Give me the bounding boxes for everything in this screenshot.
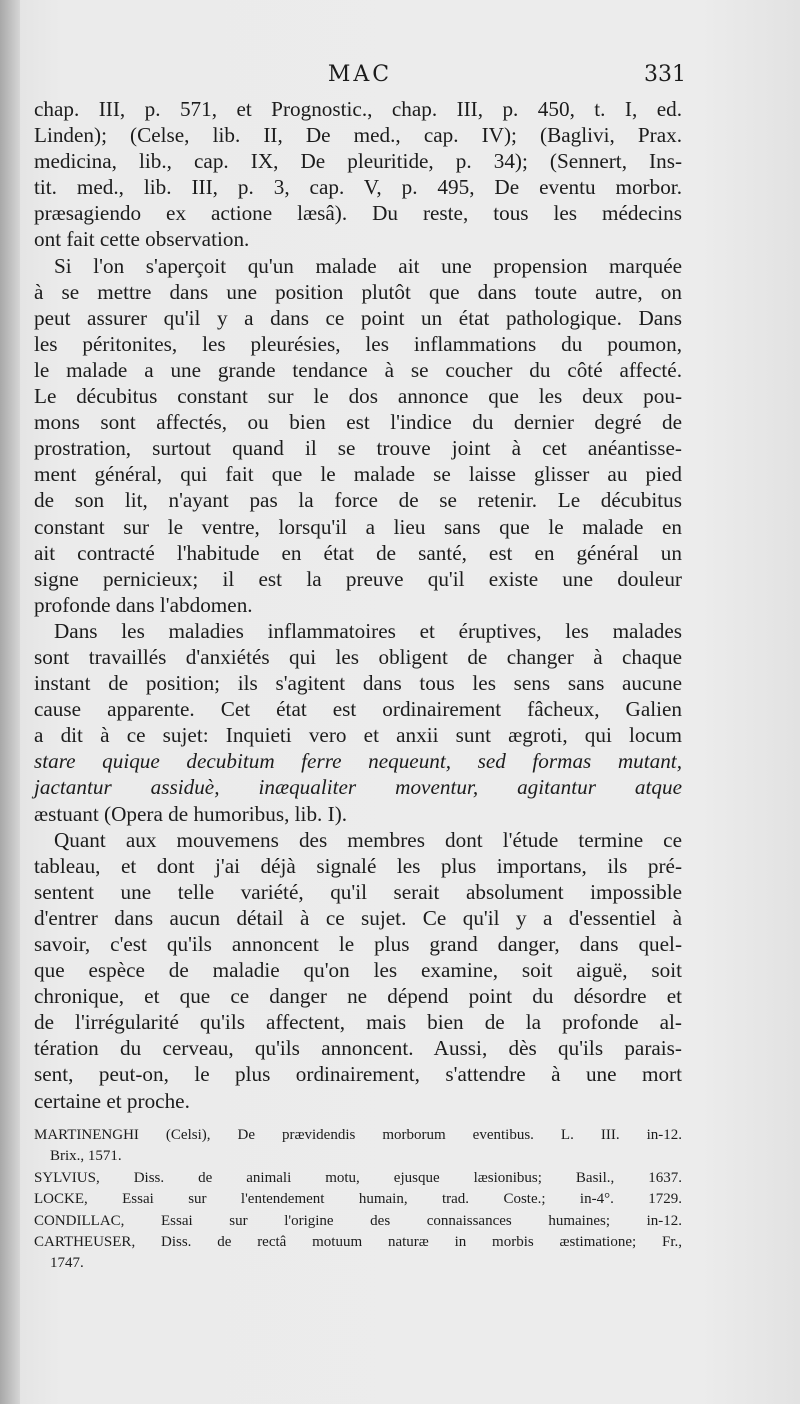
text-line: constant sur le ventre, lorsqu'il a lieu sans que le malade en <box>34 514 682 539</box>
running-head <box>34 62 686 92</box>
text-line: Linden); (Celse, lib. II, De med., cap. IV); (Baglivi, Prax. <box>34 123 682 148</box>
text-line: ait contracté l'habitude en état de santé, est en général un <box>34 540 682 565</box>
text-line: tit. med., lib. III, p. 3, cap. V, p. 495, De eventu morbor. <box>34 175 682 200</box>
text-line: Si l'on s'aperçoit qu'un malade ait une propension marquée <box>54 253 682 278</box>
body-text <box>34 96 682 1114</box>
running-head-title: MAC <box>327 62 393 87</box>
text-line: Le décubitus constant sur le dos annonce que les deux pou- <box>34 384 682 409</box>
text-line: de son lit, n'ayant pas la force de se retenir. Le décubitus <box>34 488 682 513</box>
text-line: chap. III, p. 571, et Prognostic., chap. III, p. 450, t. I, ed. <box>34 97 682 121</box>
text-line: profonde dans l'abdomen. <box>34 592 253 617</box>
bibliography-line: MARTINENGHI (Celsi), De prævidendis morborum eventibus. L. III. in-12. <box>34 1127 682 1143</box>
text-line: sent, peut-on, le plus ordinairement, s'attendre à une mort <box>34 1062 682 1087</box>
text-line: certaine et proche. <box>34 1088 190 1113</box>
text-line: chronique, et que ce danger ne dépend point du désordre et <box>34 984 682 1009</box>
text-line: de l'irrégularité qu'ils affectent, mais bien de la profonde al- <box>34 1010 682 1035</box>
text-line: sentent une telle variété, qu'il serait absolument impossible <box>34 879 682 904</box>
text-line: ment général, qui fait que le malade se laisse glisser au pied <box>34 462 682 487</box>
text-line: savoir, c'est qu'ils annoncent le plus grand danger, dans quel- <box>34 932 682 956</box>
bibliography-line: SYLVIUS, Diss. de animali motu, ejusque læsionibus; Basil., 1637. <box>34 1169 682 1186</box>
bibliography-line: 1747. <box>50 1255 84 1272</box>
text-line: jactantur assiduè, inæqualiter moventur, agitantur atque <box>34 775 682 800</box>
text-line: tableau, et dont j'ai déjà signalé les plus importans, ils pré- <box>34 853 682 878</box>
text-line: stare quique decubitum ferre nequeunt, sed formas mutant, <box>34 749 682 774</box>
text-line: que espèce de maladie qu'on les examine, soit aiguë, soit <box>34 958 682 983</box>
text-line: mons sont affectés, ou bien est l'indice du dernier degré de <box>34 410 682 435</box>
text-line: æstuant (Opera de humoribus, lib. I). <box>34 801 348 826</box>
page-number: 331 <box>644 62 686 87</box>
text-line: à se mettre dans une position plutôt que dans toute autre, on <box>34 279 682 304</box>
text-line: peut assurer qu'il y a dans ce point un état pathologique. Dans <box>34 305 682 330</box>
text-line: a dit à ce sujet: Inquieti vero et anxii sunt ægroti, qui locum <box>34 723 682 748</box>
bibliography-line: CONDILLAC, Essai sur l'origine des connaissances humaines; in-12. <box>34 1212 682 1229</box>
text-line: Dans les maladies inflammatoires et éruptives, les malades <box>54 618 682 643</box>
text-line: signe pernicieux; il est la preuve qu'il existe une douleur <box>34 566 682 591</box>
text-line: le malade a une grande tendance à se coucher du côté affecté. <box>34 357 682 382</box>
text-line: præsagiendo ex actione læsâ). Du reste, tous les médecins <box>34 201 682 226</box>
text-line: cause apparente. Cet état est ordinairement fâcheux, Galien <box>34 697 682 722</box>
text-line: medicina, lib., cap. IX, De pleuritide, p. 34); (Sennert, Ins- <box>34 149 682 174</box>
text-line: instant de position; ils s'agitent dans tous les sens sans aucune <box>34 671 682 696</box>
page-gutter-shadow <box>0 0 20 1404</box>
bibliography-line: CARTHEUSER, Diss. de rectâ motuum naturæ in morbis æstimatione; Fr., <box>34 1234 682 1251</box>
bibliography <box>34 1125 682 1275</box>
text-line: les péritonites, les pleurésies, les inflammations du poumon, <box>34 331 682 356</box>
text-line: tération du cerveau, qu'ils annoncent. Aussi, dès qu'ils parais- <box>34 1036 682 1061</box>
text-line: prostration, surtout quand il se trouve joint à cet anéantisse- <box>34 436 682 461</box>
text-line: ont fait cette observation. <box>34 227 250 252</box>
text-line: Quant aux mouvemens des membres dont l'étude termine ce <box>54 827 682 852</box>
text-line: d'entrer dans aucun détail à ce sujet. Ce qu'il y a d'essentiel à <box>34 905 682 930</box>
bibliography-line: LOCKE, Essai sur l'entendement humain, trad. Coste.; in-4°. 1729. <box>34 1191 682 1208</box>
text-line: sont travaillés d'anxiétés qui les obligent de changer à chaque <box>34 644 682 669</box>
bibliography-line: Brix., 1571. <box>50 1148 122 1165</box>
